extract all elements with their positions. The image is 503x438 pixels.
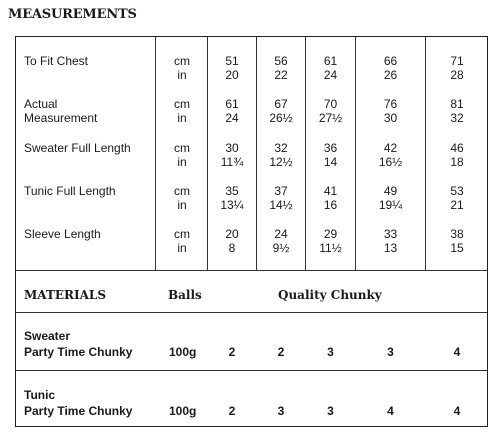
measurements-title: MEASUREMENTS (8, 7, 137, 22)
size-value: 41 16 (323, 184, 338, 212)
row-divider (16, 312, 487, 313)
row-label: Actual Measurement (24, 97, 98, 125)
size-value: 71 28 (450, 54, 464, 82)
size-value: 81 32 (450, 97, 464, 125)
size-value: 53 21 (450, 184, 464, 212)
row-label: Sleeve Length (24, 227, 101, 241)
size-value: 36 14 (323, 141, 338, 169)
measurements-table (15, 36, 488, 427)
size-value: 49 19¼ (378, 184, 403, 212)
ball-count: 3 (387, 345, 394, 359)
size-value: 56 22 (274, 54, 288, 82)
ball-count: 4 (453, 345, 461, 359)
ball-count: 4 (453, 404, 461, 418)
row-label: Sweater Full Length (24, 141, 131, 155)
row-label: Tunic Full Length (24, 184, 116, 198)
size-value: 33 13 (383, 227, 398, 255)
material-name: Tunic Party Time Chunky (24, 388, 133, 418)
material-weight: 100g (169, 404, 197, 418)
size-value: 35 13¼ (220, 184, 244, 212)
size-value: 42 16½ (378, 141, 403, 169)
size-value: 38 15 (450, 227, 464, 255)
material-weight: 100g (169, 345, 197, 359)
size-value: 24 9½ (272, 227, 290, 255)
quality-label: Quality Chunky (278, 288, 382, 302)
size-value: 20 8 (225, 227, 239, 255)
row-divider (16, 370, 487, 371)
size-value: 67 26½ (269, 97, 293, 125)
balls-label: Balls (168, 288, 202, 302)
size-value: 32 12½ (269, 141, 293, 169)
materials-heading: MATERIALS (24, 288, 107, 302)
ball-count: 2 (228, 404, 236, 418)
size-value: 76 30 (383, 97, 398, 125)
material-name: Sweater Party Time Chunky (24, 329, 133, 359)
units: cm in (174, 227, 190, 255)
ball-count: 3 (277, 404, 285, 418)
size-value: 66 26 (383, 54, 398, 82)
size-value: 46 18 (450, 141, 464, 169)
size-value: 70 27½ (318, 97, 343, 125)
row-divider (16, 270, 487, 271)
units: cm in (174, 141, 190, 169)
ball-count: 3 (327, 345, 334, 359)
units: cm in (174, 184, 190, 212)
ball-count: 4 (387, 404, 394, 418)
ball-count: 2 (277, 345, 285, 359)
size-value: 61 24 (225, 97, 239, 125)
size-value: 30 11¾ (220, 141, 244, 169)
size-value: 51 20 (225, 54, 239, 82)
units: cm in (174, 97, 190, 125)
size-value: 37 14½ (269, 184, 293, 212)
ball-count: 2 (228, 345, 236, 359)
size-value: 29 11½ (319, 227, 342, 255)
row-label: To Fit Chest (24, 54, 89, 68)
size-value: 61 24 (323, 54, 338, 82)
ball-count: 3 (327, 404, 334, 418)
units: cm in (174, 54, 190, 82)
